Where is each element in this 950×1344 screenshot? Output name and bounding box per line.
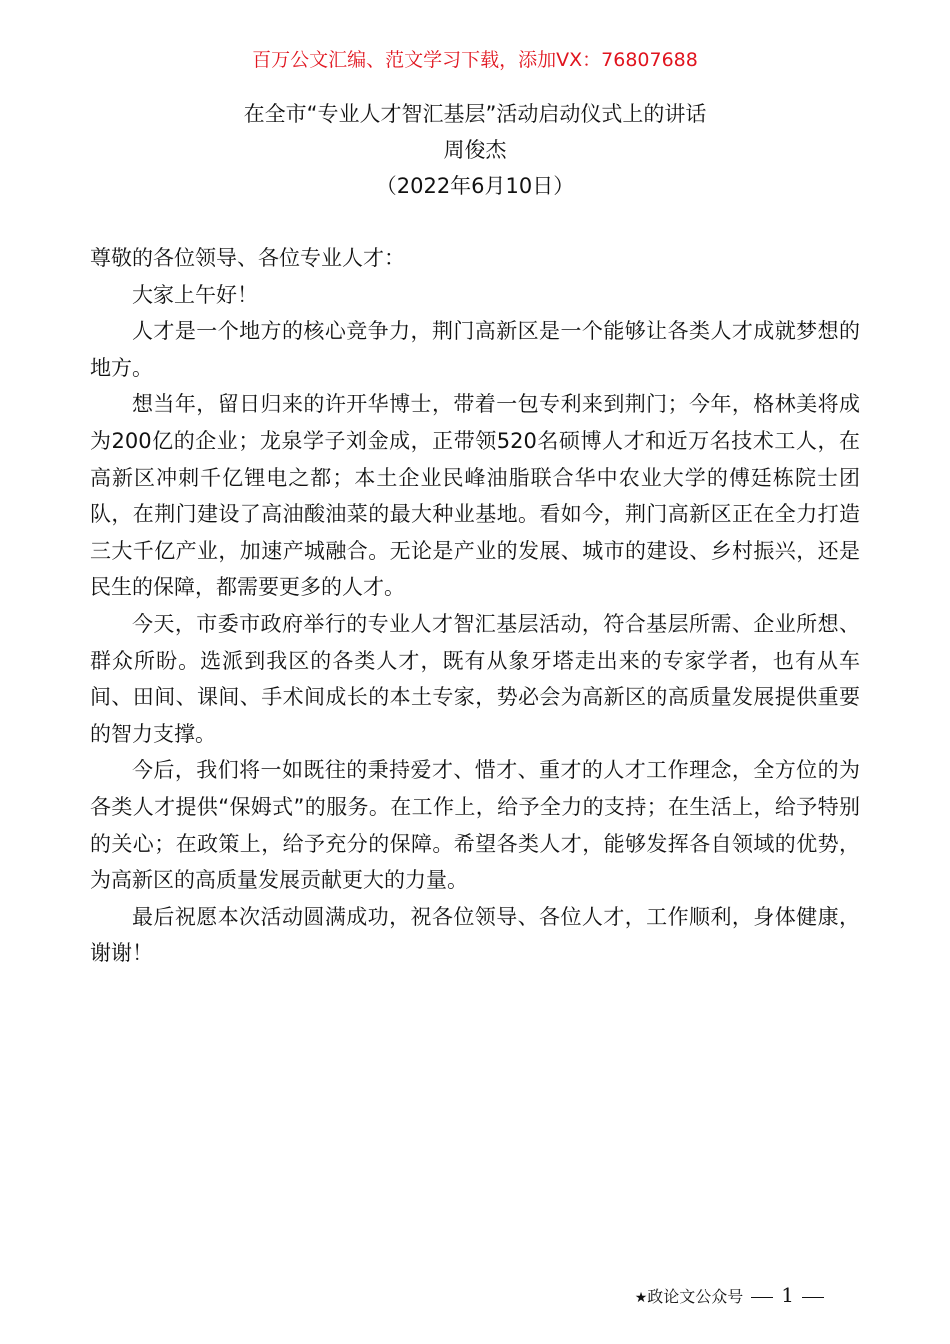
footer-source: 政论文公众号 <box>647 1287 744 1306</box>
paragraph: 最后祝愿本次活动圆满成功，祝各位领导、各位人才，工作顺利，身体健康，谢谢！ <box>90 904 860 966</box>
star-icon: ★ <box>634 1290 648 1306</box>
document-date: （2022年6月10日） <box>375 174 575 198</box>
page-footer <box>635 1283 832 1310</box>
paragraph: 大家上午好！ <box>132 282 258 307</box>
dash-divider <box>802 1297 824 1298</box>
page-number: 1 <box>781 1283 794 1307</box>
header-banner: 百万公文汇编、范文学习下载，添加VX：76807688 <box>252 49 698 71</box>
document-author: 周俊杰 <box>443 138 507 162</box>
paragraph: 人才是一个地方的核心竞争力，荆门高新区是一个能够让各类人才成就梦想的地方。 <box>90 319 860 380</box>
document-body <box>90 240 860 972</box>
dash-divider <box>751 1297 773 1298</box>
paragraph: 今后，我们将一如既往的秉持爱才、惜才、重才的人才工作理念，全方位的为各类人才提供“保姆式”的服务。在工作上，给予全力的支持；在生活上，给予特别的关心；在政策上，给予充分的保障。希望各类人才，能够发挥各自领域的优势，为高新区的高质量发展贡献更大的力量。 <box>90 758 860 893</box>
paragraph: 想当年，留日归来的许开华博士，带着一包专利来到荆门；今年，格林美将成为200亿的企业；龙泉学子刘金成，正带领520名硕博人才和近万名技术工人，在高新区冲刺千亿锂电之都；本土企业民峰油脂联合华中农业大学的傅廷栋院士团队，在荆门建设了高油酸油菜的最大种业基地。看如今，荆门高新区正在全力打造三大千亿产业，加速产城融合。无论是产业的发展、城市的建设、乡村振兴，还是民生的保障，都需要更多的人才。 <box>90 392 860 600</box>
salutation: 尊敬的各位领导、各位专业人才： <box>90 246 405 270</box>
document-title: 在全市“专业人才智汇基层”活动启动仪式上的讲话 <box>243 102 707 126</box>
paragraph: 今天，市委市政府举行的专业人才智汇基层活动，符合基层所需、企业所想、群众所盼。选派到我区的各类人才，既有从象牙塔走出来的专家学者，也有从车间、田间、课间、手术间成长的本土专家，势必会为高新区的高质量发展提供重要的智力支撑。 <box>90 611 860 746</box>
title-block <box>0 96 950 204</box>
